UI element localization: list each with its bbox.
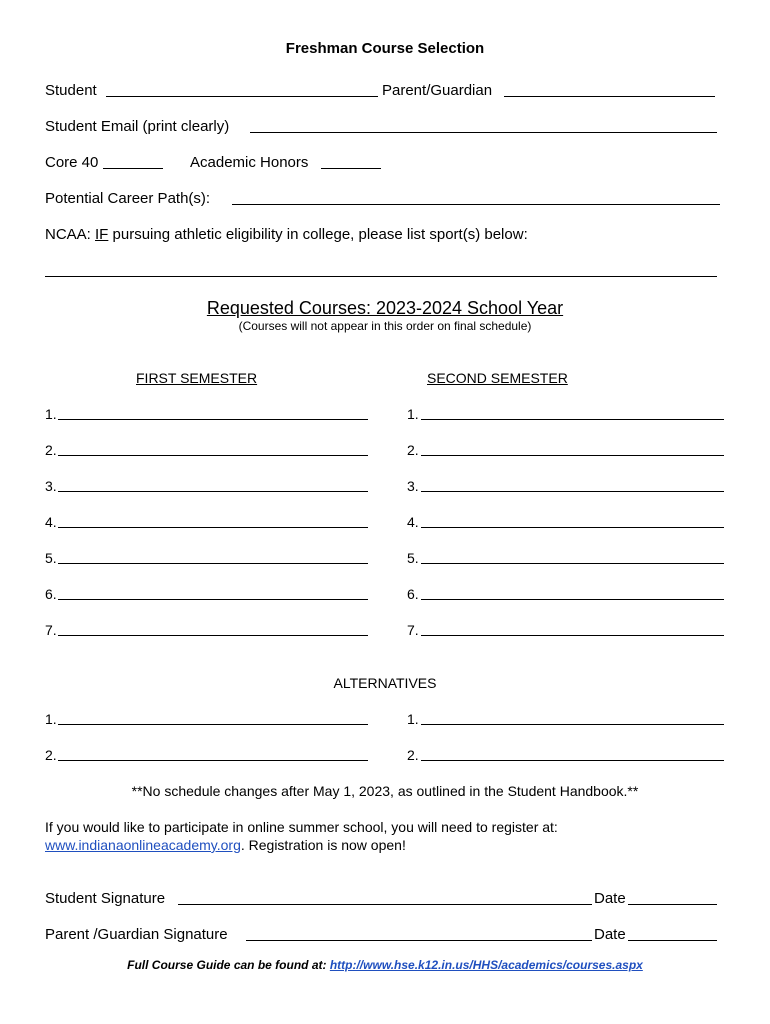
second-sem-course-field[interactable]	[421, 635, 724, 636]
core40-field[interactable]	[103, 168, 163, 169]
second-sem-number: 4.	[407, 514, 419, 530]
alternatives-label: ALTERNATIVES	[333, 675, 437, 691]
alt-second-course-field[interactable]	[421, 724, 724, 725]
honors-label: Academic Honors	[190, 154, 309, 171]
first-sem-number: 3.	[45, 478, 57, 494]
second-sem-course-field[interactable]	[421, 491, 724, 492]
first-sem-number: 7.	[45, 622, 57, 638]
page-title: Freshman Course Selection	[285, 40, 485, 57]
career-label: Potential Career Path(s):	[45, 190, 211, 207]
parent-date-field[interactable]	[628, 940, 717, 941]
parent-date-label: Date	[594, 926, 626, 943]
first-sem-course-field[interactable]	[58, 491, 368, 492]
student-signature-label: Student Signature	[45, 890, 166, 907]
second-sem-number: 7.	[407, 622, 419, 638]
first-semester-label: FIRST SEMESTER	[136, 370, 258, 386]
second-sem-number: 3.	[407, 478, 419, 494]
ncaa-prefix: NCAA:	[45, 226, 91, 243]
parent-signature-label: Parent /Guardian Signature	[45, 926, 228, 943]
student-date-label: Date	[594, 890, 626, 907]
student-date-field[interactable]	[628, 904, 717, 905]
student-signature-field[interactable]	[178, 904, 592, 905]
student-label: Student	[45, 82, 97, 99]
career-field[interactable]	[232, 204, 720, 205]
summer-link[interactable]: www.indianaonlineacademy.org	[45, 837, 241, 853]
footer-text: Full Course Guide can be found at:	[127, 958, 330, 972]
footer	[0, 958, 770, 973]
requested-subheading: (Courses will not appear in this order on final schedule)	[238, 319, 532, 333]
first-sem-number: 4.	[45, 514, 57, 530]
second-sem-course-field[interactable]	[421, 527, 724, 528]
alt-first-course-field[interactable]	[58, 724, 368, 725]
summer-after: . Registration is now open!	[240, 837, 406, 853]
first-sem-number: 5.	[45, 550, 57, 566]
parent-signature-field[interactable]	[246, 940, 592, 941]
ncaa-if: IF	[95, 226, 109, 243]
summer-registration	[45, 837, 725, 854]
parent-label: Parent/Guardian	[382, 82, 493, 99]
alt-second-number: 1.	[407, 711, 419, 727]
alt-first-number: 1.	[45, 711, 57, 727]
second-sem-course-field[interactable]	[421, 419, 724, 420]
footer-link[interactable]: http://www.hse.k12.in.us/HHS/academics/courses.aspx	[329, 958, 643, 972]
first-sem-course-field[interactable]	[58, 635, 368, 636]
second-sem-course-field[interactable]	[421, 455, 724, 456]
alt-first-number: 2.	[45, 747, 57, 763]
alt-first-course-field[interactable]	[58, 760, 368, 761]
first-sem-course-field[interactable]	[58, 527, 368, 528]
alt-second-number: 2.	[407, 747, 419, 763]
email-label: Student Email (print clearly)	[45, 118, 230, 135]
honors-field[interactable]	[321, 168, 381, 169]
first-sem-course-field[interactable]	[58, 599, 368, 600]
first-sem-course-field[interactable]	[58, 563, 368, 564]
first-sem-course-field[interactable]	[58, 419, 368, 420]
ncaa-body: pursuing athletic eligibility in college, please list sport(s) below:	[112, 226, 528, 243]
second-sem-number: 2.	[407, 442, 419, 458]
first-sem-number: 2.	[45, 442, 57, 458]
first-sem-course-field[interactable]	[58, 455, 368, 456]
schedule-notice: **No schedule changes after May 1, 2023, as outlined in the Student Handbook.**	[131, 783, 639, 799]
second-sem-course-field[interactable]	[421, 599, 724, 600]
student-name-field[interactable]	[106, 96, 378, 97]
second-sem-number: 6.	[407, 586, 419, 602]
second-semester-label: SECOND SEMESTER	[427, 370, 568, 386]
parent-name-field[interactable]	[504, 96, 715, 97]
core40-label: Core 40	[45, 154, 99, 171]
second-sem-number: 1.	[407, 406, 419, 422]
first-sem-number: 6.	[45, 586, 57, 602]
ncaa-sport-field[interactable]	[45, 276, 717, 277]
summer-text: If you would like to participate in online summer school, you will need to register at:	[45, 819, 558, 835]
email-field[interactable]	[250, 132, 717, 133]
alt-second-course-field[interactable]	[421, 760, 724, 761]
second-sem-number: 5.	[407, 550, 419, 566]
first-sem-number: 1.	[45, 406, 57, 422]
requested-heading: Requested Courses: 2023-2024 School Year	[206, 298, 564, 318]
ncaa-text	[45, 226, 528, 244]
second-sem-course-field[interactable]	[421, 563, 724, 564]
